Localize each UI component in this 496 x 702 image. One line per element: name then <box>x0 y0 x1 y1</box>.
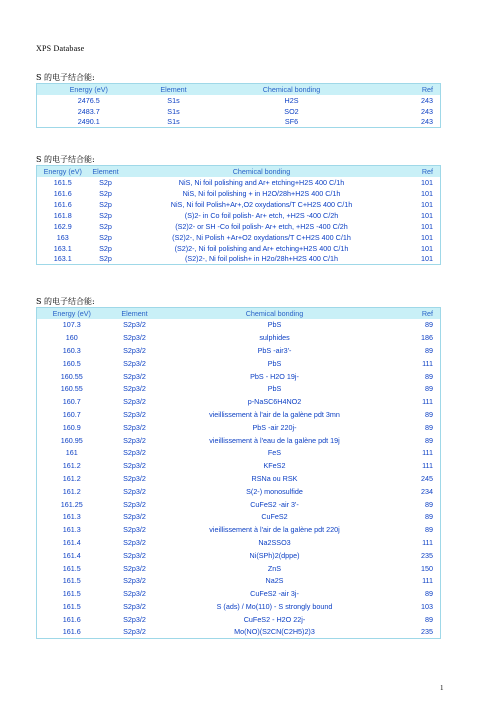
table-row <box>37 95 441 106</box>
cell-chemical-bonding: Na2S <box>265 576 284 586</box>
cell-energy: 161.6 <box>62 614 81 624</box>
table-row <box>37 382 441 395</box>
cell-chemical-bonding: (S2)2-, Ni foil polish+ in H2o/28h+H2S 400 C/1h <box>184 254 339 264</box>
column-header-energy: Energy (eV) <box>37 308 107 319</box>
table-row <box>37 357 441 370</box>
table-row <box>37 434 441 447</box>
cell-chemical-bonding: CuFeS2 -air 3j- <box>250 589 299 599</box>
cell-energy: 160.95 <box>60 435 83 445</box>
table-row <box>37 395 441 408</box>
cell-chemical-bonding: H2S <box>284 95 299 105</box>
cell-ref: 89 <box>425 614 433 624</box>
cell-energy: 161.4 <box>62 550 81 560</box>
cell-element: S2p3/2 <box>123 320 146 330</box>
cell-element: S2p3/2 <box>123 397 146 407</box>
cell-element: S1s <box>167 117 180 127</box>
cell-energy: 160.3 <box>62 345 81 355</box>
table-header-row <box>37 308 441 319</box>
cell-ref: 111 <box>422 358 433 368</box>
column-header-element: Element <box>141 84 207 95</box>
table-row <box>37 232 441 243</box>
cell-chemical-bonding: CuFeS2 - H2O 22j- <box>243 614 306 624</box>
column-header-ref: Ref <box>377 84 441 95</box>
cell-element: S2p <box>99 188 112 198</box>
cell-energy: 160.7 <box>62 409 81 419</box>
cell-element: S2p <box>99 210 112 220</box>
table-header-row <box>37 166 441 177</box>
cell-chemical-bonding: KFeS2 <box>263 461 286 471</box>
cell-chemical-bonding: CuFeS2 <box>261 512 288 522</box>
column-header-ref: Ref <box>401 166 441 177</box>
cell-ref: 103 <box>421 601 433 611</box>
cell-ref: 89 <box>425 435 433 445</box>
cell-ref: 243 <box>421 117 433 127</box>
table-row <box>37 254 441 265</box>
cell-element: S2p3/2 <box>123 576 146 586</box>
table-row <box>37 510 441 523</box>
cell-energy: 161.25 <box>60 499 83 509</box>
cell-element: S2p3/2 <box>123 614 146 624</box>
cell-element: S2p3/2 <box>123 512 146 522</box>
cell-ref: 234 <box>421 486 433 496</box>
cell-ref: 89 <box>425 409 433 419</box>
table-row <box>37 446 441 459</box>
cell-ref: 101 <box>421 254 433 264</box>
column-header-chemical-bonding: Chemical bonding <box>163 308 387 319</box>
cell-energy: 161.6 <box>53 188 72 198</box>
cell-element: S2p3/2 <box>123 525 146 535</box>
cell-element: S2p3/2 <box>123 627 146 637</box>
table-row <box>37 574 441 587</box>
cell-element: S2p3/2 <box>123 384 146 394</box>
table-row <box>37 472 441 485</box>
cell-energy: 161.5 <box>53 177 72 187</box>
column-header-chemical-bonding: Chemical bonding <box>123 166 401 177</box>
cell-element: S2p3/2 <box>123 563 146 573</box>
cell-chemical-bonding: ZnS <box>267 563 282 573</box>
cell-element: S2p3/2 <box>123 409 146 419</box>
table-row <box>37 600 441 613</box>
cell-ref: 186 <box>421 333 433 343</box>
cell-ref: 89 <box>425 320 433 330</box>
cell-ref: 101 <box>421 177 433 187</box>
cell-ref: 101 <box>421 232 433 242</box>
cell-energy: 161 <box>65 448 78 458</box>
cell-ref: 111 <box>422 448 433 458</box>
table-row <box>37 210 441 221</box>
column-header-chemical-bonding: Chemical bonding <box>207 84 377 95</box>
table-row <box>37 613 441 626</box>
cell-element: S2p3/2 <box>123 499 146 509</box>
table-row <box>37 199 441 210</box>
cell-ref: 89 <box>425 345 433 355</box>
document-title: XPS Database <box>36 44 85 53</box>
section-label-s1s: S 的电子结合能: <box>36 73 95 82</box>
cell-energy: 161.5 <box>62 563 81 573</box>
cell-ref: 111 <box>422 397 433 407</box>
table-row <box>37 243 441 254</box>
cell-chemical-bonding: NiS, Ni foil polishing and Ar+ etching+H2S 400 C/1h <box>178 177 345 187</box>
table-row <box>37 106 441 117</box>
table-row <box>37 536 441 549</box>
cell-chemical-bonding: SF6 <box>284 117 299 127</box>
cell-element: S2p3/2 <box>123 601 146 611</box>
cell-energy: 160.55 <box>60 384 83 394</box>
cell-ref: 101 <box>421 221 433 231</box>
column-header-element: Element <box>107 308 163 319</box>
cell-element: S2p <box>99 243 112 253</box>
cell-ref: 101 <box>421 199 433 209</box>
cell-energy: 163.1 <box>53 243 72 253</box>
table-row <box>37 188 441 199</box>
cell-chemical-bonding: RSNa ou RSK <box>251 473 298 483</box>
cell-energy: 2476.5 <box>77 95 100 105</box>
cell-element: S2p3/2 <box>123 448 146 458</box>
table-header-row <box>37 84 441 95</box>
cell-ref: 243 <box>421 106 433 116</box>
cell-chemical-bonding: vieillissement à l'air de la galène pdt 220j <box>209 525 340 535</box>
cell-chemical-bonding: PbS -air 220j- <box>252 422 297 432</box>
table-row <box>37 485 441 498</box>
cell-element: S2p <box>99 221 112 231</box>
table-row <box>37 344 441 357</box>
cell-energy: 2483.7 <box>77 106 100 116</box>
cell-ref: 89 <box>425 525 433 535</box>
table-row <box>37 117 441 128</box>
cell-energy: 161.5 <box>62 576 81 586</box>
cell-energy: 163.1 <box>53 254 72 264</box>
cell-element: S2p3/2 <box>123 435 146 445</box>
cell-chemical-bonding: Na2SSO3 <box>258 537 291 547</box>
section-label-s2p: S 的电子结合能: <box>36 155 95 164</box>
cell-chemical-bonding: PbS <box>267 384 282 394</box>
cell-ref: 89 <box>425 499 433 509</box>
cell-energy: 2490.1 <box>77 117 100 127</box>
cell-chemical-bonding: (S2)2-, Ni Polish +Ar+O2 oxydations/T C+H2S 400 C/1h <box>172 232 351 242</box>
column-header-energy: Energy (eV) <box>37 166 89 177</box>
cell-chemical-bonding: FeS <box>267 448 282 458</box>
table-s2p <box>36 165 441 265</box>
cell-ref: 243 <box>421 95 433 105</box>
table-row <box>37 562 441 575</box>
cell-element: S2p3/2 <box>123 589 146 599</box>
cell-ref: 111 <box>422 461 433 471</box>
cell-energy: 161.5 <box>62 601 81 611</box>
cell-ref: 235 <box>421 550 433 560</box>
cell-chemical-bonding: CuFeS2 -air 3'- <box>250 499 299 509</box>
cell-chemical-bonding: S(2-) monosulfide <box>246 486 303 496</box>
cell-ref: 150 <box>421 563 433 573</box>
cell-energy: 161.2 <box>62 486 81 496</box>
column-header-ref: Ref <box>387 308 441 319</box>
cell-energy: 160.5 <box>62 358 81 368</box>
cell-chemical-bonding: NiS, Ni foil polishing + in H2O/28h+H2S 400 C/1h <box>182 188 341 198</box>
table-row <box>37 319 441 332</box>
cell-chemical-bonding: NiS, Ni foil Polish+Ar+,O2 oxydations/T C+H2S 400 C/1h <box>170 199 353 209</box>
cell-chemical-bonding: PbS <box>267 358 282 368</box>
table-row <box>37 549 441 562</box>
cell-chemical-bonding: Mo(NO)(S2CN(C2H5)2)3 <box>234 627 315 637</box>
cell-element: S2p3/2 <box>123 461 146 471</box>
table-row <box>37 408 441 421</box>
column-header-energy: Energy (eV) <box>37 84 141 95</box>
cell-ref: 101 <box>421 188 433 198</box>
table-s1s <box>36 83 441 128</box>
cell-ref: 89 <box>425 512 433 522</box>
table-row <box>37 370 441 383</box>
cell-ref: 89 <box>425 422 433 432</box>
cell-ref: 111 <box>422 537 433 547</box>
cell-chemical-bonding: p-NaSC6H4NO2 <box>247 397 302 407</box>
cell-element: S2p3/2 <box>123 371 146 381</box>
cell-energy: 162.9 <box>53 221 72 231</box>
cell-element: S2p3/2 <box>123 358 146 368</box>
cell-chemical-bonding: PbS <box>267 320 282 330</box>
cell-element: S2p3/2 <box>123 422 146 432</box>
cell-energy: 160.7 <box>62 397 81 407</box>
table-row <box>37 177 441 188</box>
cell-element: S1s <box>167 95 180 105</box>
cell-element: S2p3/2 <box>123 473 146 483</box>
cell-element: S2p3/2 <box>123 550 146 560</box>
cell-element: S2p <box>99 177 112 187</box>
cell-element: S2p3/2 <box>123 537 146 547</box>
table-row <box>37 523 441 536</box>
cell-energy: 161.3 <box>62 525 81 535</box>
cell-energy: 163 <box>56 232 69 242</box>
cell-element: S2p3/2 <box>123 345 146 355</box>
cell-energy: 160.55 <box>60 371 83 381</box>
cell-chemical-bonding: Ni(SPh)2(dppe) <box>249 550 300 560</box>
page-number: 1 <box>440 684 444 692</box>
cell-energy: 107.3 <box>62 320 81 330</box>
cell-ref: 235 <box>421 627 433 637</box>
column-header-element: Element <box>89 166 123 177</box>
table-row <box>37 331 441 344</box>
cell-chemical-bonding: (S)2- in Co foil polish- Ar+ etch, +H2S -400 C/2h <box>184 210 339 220</box>
cell-ref: 89 <box>425 371 433 381</box>
cell-ref: 111 <box>422 576 433 586</box>
cell-chemical-bonding: PbS -air3'- <box>257 345 292 355</box>
cell-element: S2p3/2 <box>123 333 146 343</box>
cell-element: S2p3/2 <box>123 486 146 496</box>
cell-energy: 161.2 <box>62 473 81 483</box>
table-row <box>37 587 441 600</box>
cell-energy: 161.5 <box>62 589 81 599</box>
cell-chemical-bonding: vieillissement à l'eau de la galène pdt 19j <box>209 435 340 445</box>
cell-chemical-bonding: SO2 <box>284 106 299 116</box>
cell-chemical-bonding: (S2)2-, Ni foil polishing and Ar+ etching+H2S 400 C/1h <box>174 243 349 253</box>
cell-energy: 160.9 <box>62 422 81 432</box>
cell-energy: 161.2 <box>62 461 81 471</box>
cell-element: S2p <box>99 232 112 242</box>
cell-energy: 161.8 <box>53 210 72 220</box>
cell-ref: 89 <box>425 384 433 394</box>
cell-element: S1s <box>167 106 180 116</box>
table-row <box>37 626 441 639</box>
cell-energy: 161.3 <box>62 512 81 522</box>
table-row <box>37 221 441 232</box>
table-s2p3-2 <box>36 307 441 639</box>
table-row <box>37 459 441 472</box>
cell-element: S2p <box>99 199 112 209</box>
cell-ref: 245 <box>421 473 433 483</box>
cell-ref: 101 <box>421 210 433 220</box>
cell-chemical-bonding: PbS - H2O 19j- <box>250 371 299 381</box>
table-row <box>37 498 441 511</box>
cell-energy: 160 <box>65 333 78 343</box>
cell-chemical-bonding: vieillissement à l'air de la galène pdt 3mn <box>209 409 340 419</box>
cell-element: S2p <box>99 254 112 264</box>
cell-energy: 161.6 <box>53 199 72 209</box>
cell-energy: 161.6 <box>62 627 81 637</box>
table-row <box>37 421 441 434</box>
cell-ref: 101 <box>421 243 433 253</box>
cell-chemical-bonding: (S2)2- or SH -Co foil polish- Ar+ etch, +H2S -400 C/2h <box>175 221 348 231</box>
cell-energy: 161.4 <box>62 537 81 547</box>
section-label-s2p3-2: S 的电子结合能: <box>36 297 95 306</box>
cell-chemical-bonding: sulphides <box>259 333 290 343</box>
cell-ref: 89 <box>425 589 433 599</box>
cell-chemical-bonding: S (ads) / Mo(110) - S strongly bound <box>216 601 333 611</box>
